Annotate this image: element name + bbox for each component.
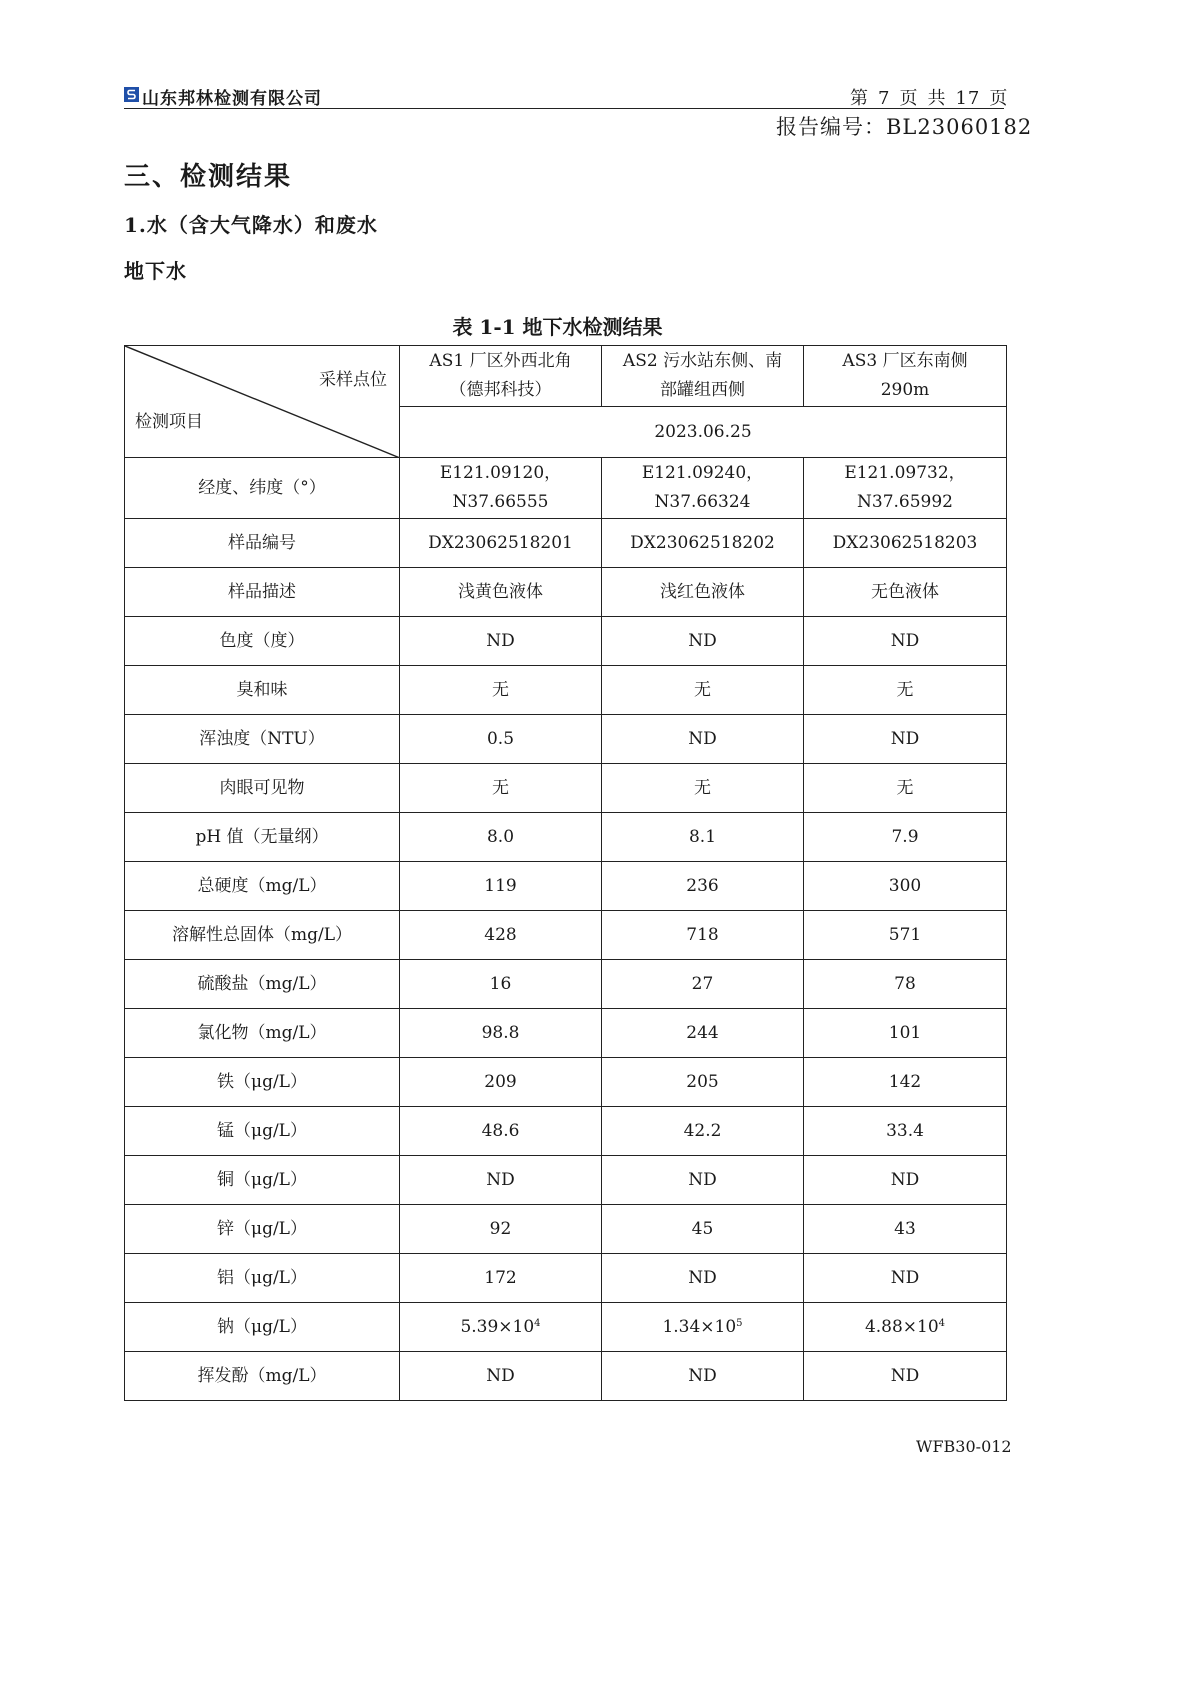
- value-cell: 718: [602, 911, 804, 960]
- table-corner-cell: [125, 346, 400, 458]
- logo-s-icon: [127, 89, 136, 100]
- value-cell: 8.0: [400, 813, 602, 862]
- table-caption: 表 1-1 地下水检测结果: [452, 315, 663, 339]
- value-cell: 78: [804, 960, 1007, 1009]
- coord-cell: E121.09240， N37.66324: [602, 458, 804, 519]
- value-cell: 428: [400, 911, 602, 960]
- value-cell: 无: [400, 764, 602, 813]
- value-cell: 92: [400, 1205, 602, 1254]
- table-row: [125, 458, 1007, 519]
- value-cell: 244: [602, 1009, 804, 1058]
- coord-cell: E121.09120， N37.66555: [400, 458, 602, 519]
- table-row: [125, 1254, 1007, 1303]
- value-cell: 无色液体: [804, 568, 1007, 617]
- value-cell: 8.1: [602, 813, 804, 862]
- corner-item-label: 检测项目: [135, 412, 203, 432]
- row-label: 挥发酚（mg/L）: [125, 1352, 400, 1401]
- table-row: [125, 1303, 1007, 1352]
- row-label: 铝（μg/L）: [125, 1254, 400, 1303]
- value-cell: 16: [400, 960, 602, 1009]
- section-subtitle: 1.水（含大气降水）和废水: [124, 213, 378, 237]
- row-label: 锌（μg/L）: [125, 1205, 400, 1254]
- value-cell: 209: [400, 1058, 602, 1107]
- section-subsubtitle: 地下水: [124, 259, 187, 283]
- value-cell: $1.34\times 10^5$: [602, 1303, 804, 1352]
- value-cell: ND: [400, 1156, 602, 1205]
- site-header: AS1 厂区外西北角 （德邦科技）: [400, 346, 602, 407]
- row-label: 色度（度）: [125, 617, 400, 666]
- row-label: 浑浊度（NTU）: [125, 715, 400, 764]
- row-label: 锰（μg/L）: [125, 1107, 400, 1156]
- coord-cell: E121.09732， N37.65992: [804, 458, 1007, 519]
- results-table: [124, 345, 1007, 1401]
- row-label: 总硬度（mg/L）: [125, 862, 400, 911]
- value-cell: 7.9: [804, 813, 1007, 862]
- table-row: [125, 1156, 1007, 1205]
- value-cell: ND: [602, 715, 804, 764]
- value-cell: 98.8: [400, 1009, 602, 1058]
- value-cell: ND: [400, 1352, 602, 1401]
- section-title: 三、检测结果: [124, 162, 293, 192]
- table-row: [125, 1352, 1007, 1401]
- value-cell: ND: [804, 617, 1007, 666]
- row-label: 样品描述: [125, 568, 400, 617]
- table-row: [125, 1009, 1007, 1058]
- row-label: 铁（μg/L）: [125, 1058, 400, 1107]
- value-cell: 27: [602, 960, 804, 1009]
- value-cell: 33.4: [804, 1107, 1007, 1156]
- row-label: 铜（μg/L）: [125, 1156, 400, 1205]
- value-cell: 172: [400, 1254, 602, 1303]
- diagonal-line: [125, 346, 400, 458]
- row-label: 硫酸盐（mg/L）: [125, 960, 400, 1009]
- sampling-date: 2023.06.25: [400, 407, 1007, 458]
- row-label: pH 值（无量纲）: [125, 813, 400, 862]
- corner-site-label: 采样点位: [319, 370, 387, 390]
- report-number: 报告编号：BL23060182: [776, 115, 1033, 139]
- table-row: [125, 911, 1007, 960]
- table-row: [125, 813, 1007, 862]
- value-cell: 42.2: [602, 1107, 804, 1156]
- table-row: [125, 666, 1007, 715]
- table-row: [125, 960, 1007, 1009]
- site-header: AS2 污水站东侧、南 部罐组西侧: [602, 346, 804, 407]
- row-label: 样品编号: [125, 519, 400, 568]
- value-cell: 48.6: [400, 1107, 602, 1156]
- value-cell: DX23062518203: [804, 519, 1007, 568]
- value-cell: DX23062518201: [400, 519, 602, 568]
- site-header: AS3 厂区东南侧 290m: [804, 346, 1007, 407]
- table-row: [125, 519, 1007, 568]
- table-row: [125, 617, 1007, 666]
- header-divider: [124, 108, 1004, 109]
- value-cell: ND: [602, 1254, 804, 1303]
- value-cell: 45: [602, 1205, 804, 1254]
- value-cell: ND: [804, 1254, 1007, 1303]
- form-code: WFB30-012: [916, 1437, 1012, 1456]
- value-cell: 无: [804, 666, 1007, 715]
- value-cell: ND: [602, 617, 804, 666]
- value-cell: ND: [400, 617, 602, 666]
- value-cell: 浅黄色液体: [400, 568, 602, 617]
- value-cell: $4.88\times 10^4$: [804, 1303, 1007, 1352]
- value-cell: 无: [804, 764, 1007, 813]
- table-row: [125, 764, 1007, 813]
- company-name: 山东邦林检测有限公司: [142, 89, 322, 109]
- value-cell: ND: [602, 1352, 804, 1401]
- table-row: [125, 715, 1007, 764]
- table-row: [125, 568, 1007, 617]
- value-cell: 101: [804, 1009, 1007, 1058]
- value-cell: 119: [400, 862, 602, 911]
- table-row: [125, 1058, 1007, 1107]
- value-cell: $5.39\times 10^4$: [400, 1303, 602, 1352]
- value-cell: 浅红色液体: [602, 568, 804, 617]
- value-cell: 无: [602, 666, 804, 715]
- table-header-row: [125, 346, 1007, 407]
- value-cell: ND: [804, 1156, 1007, 1205]
- value-cell: 205: [602, 1058, 804, 1107]
- value-cell: ND: [804, 715, 1007, 764]
- row-label: 肉眼可见物: [125, 764, 400, 813]
- value-cell: 142: [804, 1058, 1007, 1107]
- table-row: [125, 1205, 1007, 1254]
- value-cell: ND: [804, 1352, 1007, 1401]
- value-cell: 571: [804, 911, 1007, 960]
- value-cell: 43: [804, 1205, 1007, 1254]
- value-cell: 300: [804, 862, 1007, 911]
- value-cell: DX23062518202: [602, 519, 804, 568]
- value-cell: 无: [400, 666, 602, 715]
- row-label: 溶解性总固体（mg/L）: [125, 911, 400, 960]
- row-label: 钠（μg/L）: [125, 1303, 400, 1352]
- table-row: [125, 862, 1007, 911]
- value-cell: 236: [602, 862, 804, 911]
- page-number: 第 7 页 共 17 页: [850, 88, 1009, 109]
- value-cell: 0.5: [400, 715, 602, 764]
- value-cell: 无: [602, 764, 804, 813]
- table-row: [125, 1107, 1007, 1156]
- row-label: 氯化物（mg/L）: [125, 1009, 400, 1058]
- row-label: 臭和味: [125, 666, 400, 715]
- value-cell: ND: [602, 1156, 804, 1205]
- row-label: 经度、纬度（°）: [125, 458, 400, 519]
